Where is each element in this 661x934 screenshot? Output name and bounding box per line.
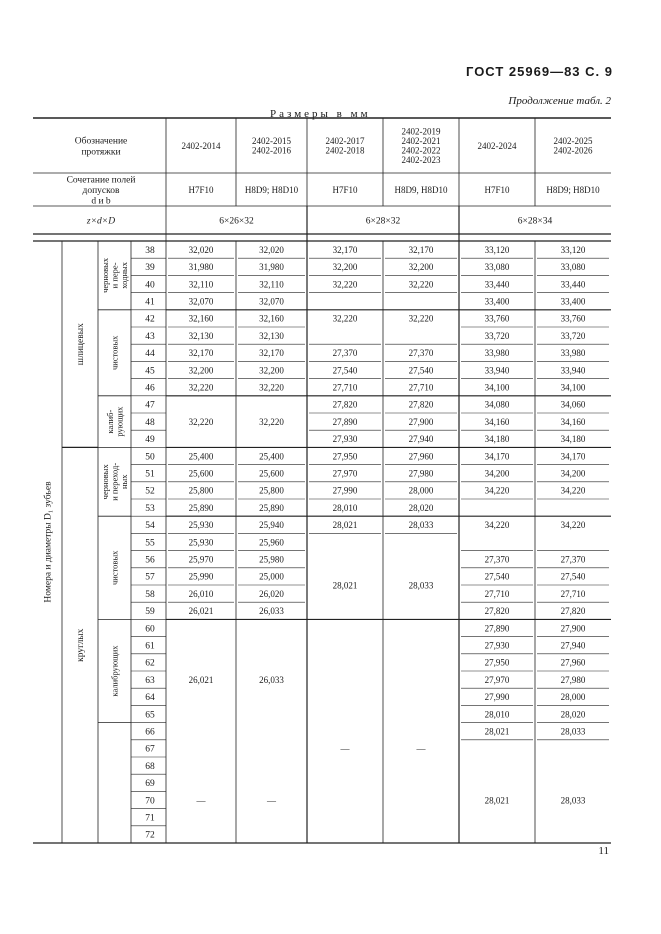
tooth-number: 65 <box>145 710 155 721</box>
diameter-value: 33,980 <box>560 348 586 359</box>
tooth-number: 59 <box>145 607 155 618</box>
diameter-value: 27,970 <box>332 468 358 479</box>
tolerance-cell: H8D9; H8D10 <box>546 184 600 195</box>
size-cell: 6×28×34 <box>517 216 553 227</box>
diameter-value: 26,020 <box>259 588 284 599</box>
merged-value: 28,033 <box>560 795 586 806</box>
subgroup-label-round-rough-line: ных <box>119 474 130 490</box>
diameter-value: 27,710 <box>332 382 358 393</box>
tooth-number: 48 <box>145 417 155 428</box>
designation-cell: 2402-2019 <box>401 126 441 137</box>
diameter-value: 33,080 <box>484 262 510 273</box>
diameter-value: 27,890 <box>332 416 358 427</box>
diameter-value: 33,440 <box>560 279 586 290</box>
tooth-number: 45 <box>145 366 155 377</box>
designation-cell: 2402-2023 <box>401 155 441 166</box>
diameter-value: 34,180 <box>484 434 510 445</box>
diameter-value: 32,110 <box>188 279 214 290</box>
diameter-value: 28,010 <box>484 709 510 720</box>
diameter-value: 28,010 <box>332 502 358 513</box>
tooth-number: 72 <box>145 830 155 841</box>
diameter-value: 27,710 <box>560 588 586 599</box>
diameter-value: 25,930 <box>188 520 214 531</box>
diameter-value: 27,970 <box>484 674 510 685</box>
diameter-value: 32,130 <box>188 330 214 341</box>
diameter-value: 27,820 <box>332 399 358 410</box>
subgroup-label-spline-calib-line: калиб- <box>104 409 115 434</box>
designation-cell: 2402-2026 <box>553 145 593 156</box>
diameter-value: 34,100 <box>484 382 510 393</box>
diameter-value: 26,021 <box>188 606 214 617</box>
diameter-value: 32,170 <box>332 244 358 255</box>
diameter-value: 27,820 <box>484 606 510 617</box>
diameter-value: 28,020 <box>560 709 586 720</box>
diameter-value: 27,540 <box>560 571 586 582</box>
merged-value: — <box>196 795 206 806</box>
designation-cell: 2402-2015 <box>252 136 291 147</box>
merged-value: 32,220 <box>332 313 358 324</box>
merged-value: — <box>340 743 350 754</box>
diameter-value: 27,940 <box>408 434 434 445</box>
designation-cell: 2402-2022 <box>401 145 441 156</box>
standard-header: ГОСТ 25969—83 С. 9 <box>466 64 613 79</box>
tooth-number: 62 <box>145 658 155 669</box>
diameter-value: 32,130 <box>259 330 284 341</box>
diameter-value: 33,400 <box>484 296 510 307</box>
diameter-value: 25,400 <box>259 451 284 462</box>
diameter-value: 27,540 <box>332 365 358 376</box>
tooth-number: 67 <box>145 744 155 755</box>
tooth-number: 57 <box>145 572 155 583</box>
tolerance-cell: H7F10 <box>484 184 510 195</box>
diameter-value: 33,120 <box>560 244 586 255</box>
diameter-value: 27,950 <box>332 451 358 462</box>
tooth-number: 66 <box>145 727 155 738</box>
diameter-value: 27,950 <box>484 657 510 668</box>
designation-cell: 2402-2021 <box>401 136 441 147</box>
diameter-value: 28,000 <box>408 485 434 496</box>
tolerance-combination-header: Сочетание полей <box>66 175 136 186</box>
tooth-number: 61 <box>145 641 155 652</box>
tooth-number: 55 <box>145 538 155 549</box>
designation-header: Обозначение <box>74 136 128 147</box>
diameter-value: 31,980 <box>188 262 214 273</box>
diameter-value: 27,900 <box>408 416 434 427</box>
diameter-value: 25,800 <box>259 485 284 496</box>
diameter-value: 33,940 <box>560 365 586 376</box>
size-cell: 6×28×32 <box>365 216 401 227</box>
diameter-value: 33,120 <box>484 244 510 255</box>
tooth-number: 64 <box>145 693 155 704</box>
subgroup-label-spline-rough-line: ходных <box>119 262 130 289</box>
tooth-number: 46 <box>145 383 155 394</box>
diameter-value: 32,220 <box>259 382 284 393</box>
subgroup-label-round-rough <box>100 463 129 501</box>
tooth-number: 63 <box>145 675 155 686</box>
diameter-value: 33,720 <box>484 330 510 341</box>
merged-value: 26,021 <box>188 674 214 685</box>
diameter-value: 27,990 <box>484 692 510 703</box>
tooth-number: 54 <box>145 521 155 532</box>
diameter-value: 34,100 <box>560 382 586 393</box>
diameter-value: 33,760 <box>560 313 586 324</box>
tooth-number: 52 <box>145 486 155 497</box>
tooth-number: 58 <box>145 589 155 600</box>
tooth-number: 39 <box>145 263 155 274</box>
diameter-value: 32,170 <box>408 244 434 255</box>
diameter-value: 32,200 <box>188 365 214 376</box>
merged-value: 32,220 <box>188 416 214 427</box>
diameter-value: 27,710 <box>484 588 510 599</box>
tolerance-cell: H7F10 <box>332 184 358 195</box>
diameter-value: 32,070 <box>259 296 284 307</box>
diameter-value: 32,200 <box>259 365 284 376</box>
diameter-value: 33,080 <box>560 262 586 273</box>
diameter-value: 32,220 <box>408 279 434 290</box>
diameter-value: 25,890 <box>259 502 284 513</box>
diameter-value: 27,370 <box>484 554 510 565</box>
diameter-value: 25,930 <box>188 537 214 548</box>
diameter-value: 25,600 <box>259 468 284 479</box>
round-group-label <box>76 628 86 662</box>
diameter-value: 34,220 <box>560 485 586 496</box>
merged-value: — <box>416 743 426 754</box>
subgroup-label-spline-rough <box>100 257 129 293</box>
spline-group-label <box>76 323 86 365</box>
tooth-number: 49 <box>145 435 155 446</box>
diameter-value: 25,990 <box>188 571 214 582</box>
diameter-value: 34,220 <box>484 485 510 496</box>
diameter-value: 25,600 <box>188 468 214 479</box>
tooth-number: 41 <box>145 297 155 308</box>
designation-cell: 2402-2016 <box>252 145 291 156</box>
diameter-value: 32,020 <box>188 244 214 255</box>
diameter-value: 26,033 <box>259 606 284 617</box>
subgroup-label-round-calib <box>110 645 120 697</box>
size-cell: 6×26×32 <box>219 216 254 227</box>
diameter-value: 33,980 <box>484 348 510 359</box>
subgroup-label-round-calib-line: калибрующих <box>109 645 120 697</box>
designation-cell: 2402-2017 <box>325 136 365 147</box>
diameter-value: 25,890 <box>188 502 214 513</box>
merged-value: 26,033 <box>259 674 284 685</box>
diameter-value: 33,720 <box>560 330 586 341</box>
diameter-value: 28,021 <box>484 726 510 737</box>
diameter-value: 26,010 <box>188 588 214 599</box>
diameter-value: 28,020 <box>408 502 434 513</box>
diameter-value: 34,170 <box>560 451 586 462</box>
diameter-value: 32,170 <box>188 348 214 359</box>
diameter-value: 32,110 <box>259 279 284 290</box>
merged-value: 28,033 <box>408 580 434 591</box>
diameter-value: 32,220 <box>188 382 214 393</box>
diameter-value: 25,940 <box>259 520 284 531</box>
diameter-value: 27,820 <box>560 606 586 617</box>
diameter-value: 32,170 <box>259 348 284 359</box>
tolerance-combination-header: допусков <box>82 185 120 196</box>
diameter-value: 25,000 <box>259 571 284 582</box>
merged-value: 32,220 <box>408 313 434 324</box>
units-note: Размеры в мм <box>270 108 371 120</box>
diameter-value: 27,990 <box>332 485 358 496</box>
designation-cell: 2402-2018 <box>325 145 365 156</box>
diameter-value: 33,940 <box>484 365 510 376</box>
diameter-value: 27,540 <box>408 365 434 376</box>
tooth-number: 42 <box>145 314 155 325</box>
diameter-value: 34,180 <box>560 434 586 445</box>
designation-cell: 2402-2014 <box>181 140 221 151</box>
diameter-value: 27,930 <box>484 640 510 651</box>
tooth-number: 44 <box>145 349 155 360</box>
tooth-numbers-label <box>43 481 54 603</box>
merged-value: 34,220 <box>560 520 586 531</box>
subgroup-label-spline-finish <box>110 335 120 370</box>
diameter-value: 27,710 <box>408 382 434 393</box>
diameter-value: 27,370 <box>560 554 586 565</box>
subgroup-label-round-finish-line: чистовых <box>109 550 120 586</box>
table-continuation-note: Продолжение табл. 2 <box>508 95 611 107</box>
merged-value: 28,021 <box>332 580 358 591</box>
diameter-value: 27,890 <box>484 623 510 634</box>
size-header: z×d×D <box>86 216 116 227</box>
diameter-value: 27,980 <box>408 468 434 479</box>
diameter-value: 33,760 <box>484 313 510 324</box>
diameter-value: 34,160 <box>560 416 586 427</box>
tooth-number: 71 <box>145 813 155 824</box>
tolerance-cell: H7F10 <box>188 184 214 195</box>
subgroup-label-spline-finish-line: чистовых <box>109 335 120 371</box>
tooth-number: 51 <box>145 469 155 480</box>
diameter-value: 28,021 <box>332 520 358 531</box>
diameter-value: 34,200 <box>560 468 586 479</box>
diameter-value: 33,400 <box>560 296 586 307</box>
diameter-value: 25,800 <box>188 485 214 496</box>
diameter-value: 25,960 <box>259 537 284 548</box>
diameter-value: 33,440 <box>484 279 510 290</box>
tolerance-cell: H8D9; H8D10 <box>244 184 299 195</box>
diameter-value: 27,980 <box>560 674 586 685</box>
diameter-value: 32,160 <box>259 313 284 324</box>
diameter-value: 28,033 <box>560 726 586 737</box>
diameter-value: 27,960 <box>560 657 586 668</box>
tolerance-combination-header: d и b <box>91 196 111 207</box>
diameter-value: 28,033 <box>408 520 434 531</box>
subgroup-label-round-rough-line: и переход- <box>109 462 120 501</box>
diameter-value: 27,820 <box>408 399 434 410</box>
diameter-value: 34,170 <box>484 451 510 462</box>
diameter-value: 27,370 <box>408 348 434 359</box>
subgroup-label-round-finish <box>110 550 120 585</box>
tooth-number: 60 <box>145 624 155 635</box>
tooth-numbers-label-line: Номера и диаметры D₁ зубьев <box>43 481 54 603</box>
diameter-value: 34,060 <box>560 399 586 410</box>
page-number: 11 <box>598 845 609 857</box>
subgroup-label-round-rough-line: черновых <box>100 464 111 500</box>
merged-value: 34,220 <box>484 520 510 531</box>
diameter-value: 34,200 <box>484 468 510 479</box>
diameter-value: 32,160 <box>188 313 214 324</box>
diameter-value: 32,020 <box>259 244 284 255</box>
diameter-value: 32,200 <box>332 262 358 273</box>
diameter-value: 27,960 <box>408 451 434 462</box>
subgroup-label-spline-calib <box>105 406 125 437</box>
merged-value: 32,220 <box>259 416 284 427</box>
tooth-number: 56 <box>145 555 155 566</box>
diameter-value: 31,980 <box>259 262 284 273</box>
spline-group-label-line: шлицевых <box>76 323 87 366</box>
diameter-value: 32,220 <box>332 279 358 290</box>
diameter-value: 27,370 <box>332 348 358 359</box>
designation-cell: 2402-2024 <box>477 140 517 151</box>
tooth-number: 40 <box>145 280 155 291</box>
tooth-number: 38 <box>145 245 155 256</box>
diameter-value: 28,000 <box>560 692 586 703</box>
diameter-value: 34,160 <box>484 416 510 427</box>
diameter-value: 27,900 <box>560 623 586 634</box>
diameter-value: 27,940 <box>560 640 586 651</box>
merged-value: 28,021 <box>484 795 510 806</box>
diameter-value: 25,980 <box>259 554 284 565</box>
subgroup-label-spline-rough-line: черновых <box>100 257 111 293</box>
subgroup-label-spline-calib-line: рующих <box>114 406 125 437</box>
diameter-value: 34,080 <box>484 399 510 410</box>
tooth-number: 68 <box>145 761 155 772</box>
diameter-value: 25,400 <box>188 451 214 462</box>
diameter-value: 27,540 <box>484 571 510 582</box>
tooth-number: 53 <box>145 503 155 514</box>
merged-value: — <box>267 795 276 806</box>
designation-header: протяжки <box>81 147 121 158</box>
tolerance-cell: H8D9, H8D10 <box>394 184 448 195</box>
subgroup-label-spline-rough-line: и пере- <box>109 262 120 289</box>
diameter-value: 32,070 <box>188 296 214 307</box>
tooth-number: 69 <box>145 779 155 790</box>
tooth-number: 50 <box>145 452 155 463</box>
diameter-value: 27,930 <box>332 434 358 445</box>
diameter-value: 32,200 <box>408 262 434 273</box>
round-group-label-line: круглых <box>76 628 87 662</box>
tooth-number: 70 <box>145 796 155 807</box>
designation-cell: 2402-2025 <box>553 136 593 147</box>
tooth-number: 43 <box>145 331 155 342</box>
tooth-number: 47 <box>145 400 155 411</box>
diameter-value: 25,970 <box>188 554 214 565</box>
